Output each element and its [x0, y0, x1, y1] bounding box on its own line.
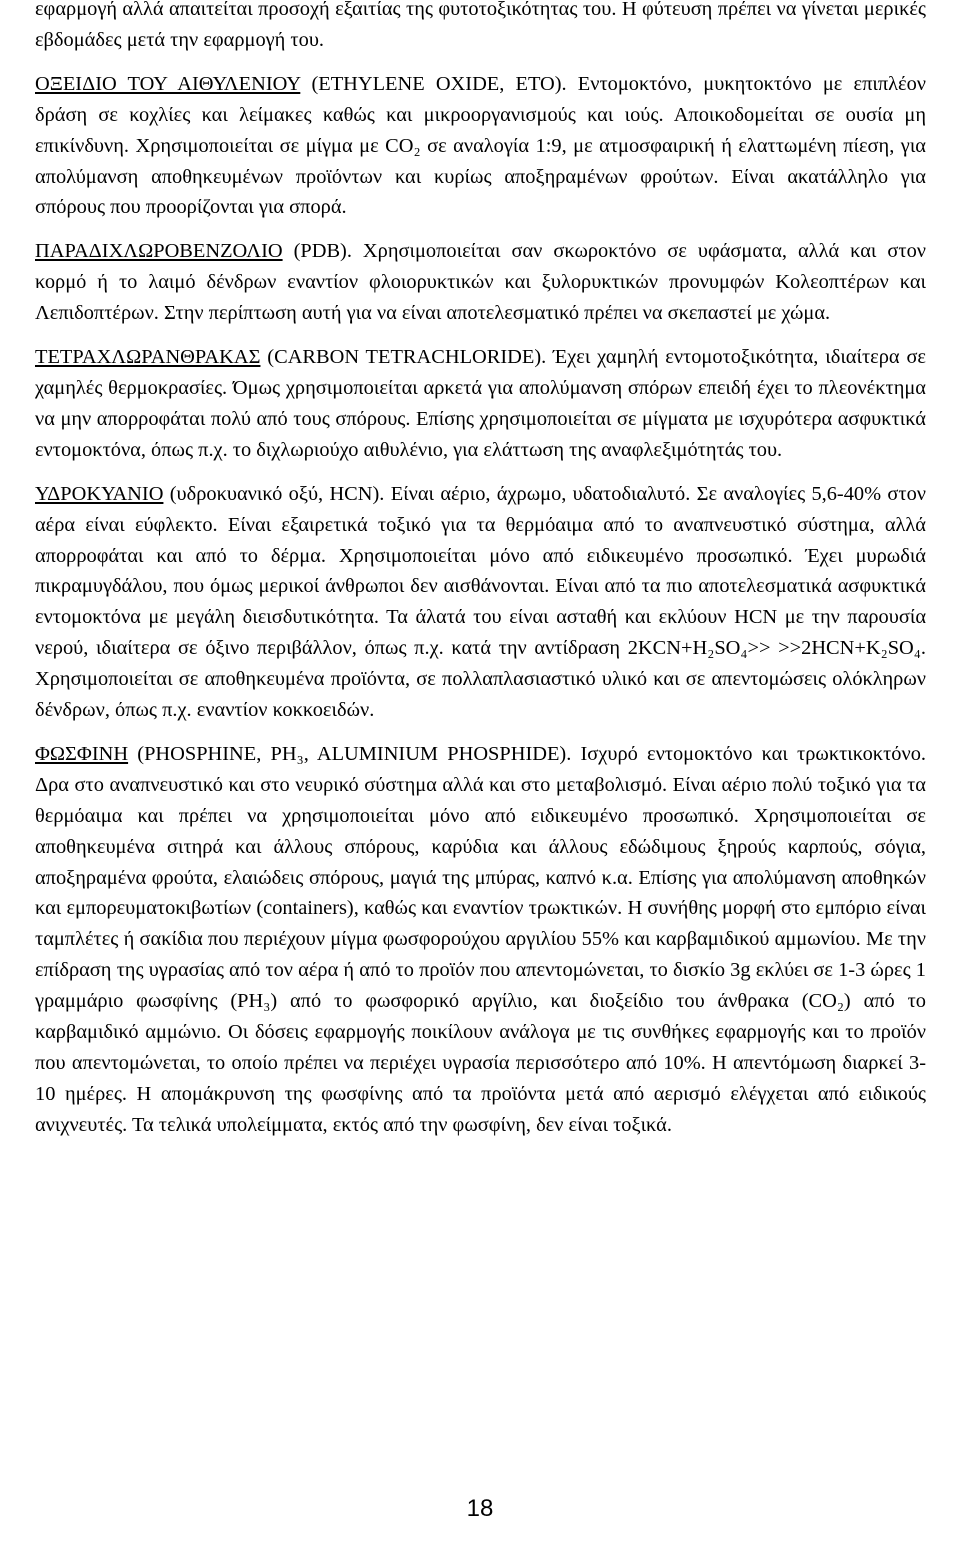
paragraph-ethylene-oxide: [35, 69, 926, 224]
section-heading-hydrogen-cyanide: ΥΔΡΟΚΥΑΝΙΟ: [35, 482, 164, 505]
paragraph-carbon-tetrachloride: [35, 342, 926, 466]
paragraph-intro-continued: [35, 0, 926, 56]
paragraph-phosphine: [35, 739, 926, 1141]
paragraph-text: (ETHYLENE OXIDE, ETO). Εντομοκτόνο, μυκητοκτόνο με επιπλέον δράση σε κοχλίες και λείμακες καθώς και μικροοργανισμούς και ιούς. Αποικοδομείται σε ουσία μη επικίνδυνη. Χρησιμοποιείται σε μίγμα με CO₂ σε αναλογία 1:9, με ατμοσφαιρική ή ελαττωμένη πίεση, για απολύμανση αποθηκευμένων προϊόντων και κυρίως αποξηραμένων φρούτων. Είναι ακατάλληλο για σπόρους που προορίζονται για σπορά.: [35, 72, 927, 219]
paragraph-text: εφαρμογή αλλά απαιτείται προσοχή εξαιτίας της φυτοτοξικότητας του. Η φύτευση πρέπει να γίνεται μερικές εβδομάδες μετά την εφαρμογή του.: [35, 0, 926, 51]
document-page: [35, 0, 926, 1154]
section-heading-phosphine: ΦΩΣΦΙΝΗ: [35, 742, 129, 765]
paragraph-hydrogen-cyanide: [35, 479, 926, 726]
paragraph-text: (υδροκυανικό οξύ, HCN). Είναι αέριο, άχρωμο, υδατοδιαλυτό. Σε αναλογίες 5,6-40% στον αέρα είναι εύφλεκτο. Είναι εξαιρετικά τοξικό για τα θερμόαιμα από το αναπνευστικό σύστημα, αλλά απορροφάται και από το δέρμα. Χρησιμοποιείται μόνο από ειδικευμένο προσωπικό. Έχει μυρωδιά πικραμυγδάλου, που όμως μερικοί άνθρωποι δεν αισθάνονται. Είναι από τα πιο αποτελεσματικά ασφυκτικά εντομοκτόνα με μεγάλη διεισδυτικότητα. Τα άλατά του είναι ασταθή και εκλύουν HCN με την παρουσία νερού, ιδιαίτερα σε όξινο περιβάλλον, όπως π.χ. κατά την αντίδραση 2KCN+H₂SO₄>> >>2HCN+K₂SO₄. Χρησιμοποιείται σε αποθηκευμένα προϊόντα, σε πολλαπλασιαστικό υλικό και σε απεντομώσεις ολόκληρων δένδρων, όπως π.χ. εναντίον κοκκοειδών.: [35, 482, 926, 722]
paragraph-text: (PDB). Χρησιμοποιείται σαν σκωροκτόνο σε υφάσματα, αλλά και στον κορμό ή το λαιμό δένδρων εναντίον φλοιορυκτικών και ξυλορυκτικών προνυμφών Κολεοπτέρων και Λεπιδοπτέρων. Στην περίπτωση αυτή για να είναι αποτελεσματικό πρέπει να σκεπαστεί με χώμα.: [35, 240, 926, 325]
paragraph-paradichlorobenzene: [35, 236, 926, 329]
paragraph-text: (PHOSPHINE, PH₃, ALUMINIUM PHOSPHIDE). Ισχυρό εντομοκτόνο και τρωκτικοκτόνο. Δρα στο αναπνευστικό και στο νευρικό σύστημα αλλά και στο μεταβολισμό. Είναι αέριο πολύ τοξικό για τα θερμόαιμα και πρέπει να χρησιμοποιείται μόνο από ειδικευμένο προσωπικό. Χρησιμοποιείται σε αποθηκευμένα σιτηρά και άλλους σπόρους, καρύδια και άλλους εδώδιμους ξηρούς καρπούς, σόγια, αποξηραμένα φρούτα, ελαιώδεις σπόρους, μαγιά της μπύρας, καπνό κ.α. Επίσης για απολύμανση αποθηκών και εμπορευματοκιβωτίων (containers), καθώς και εναντίον τρωκτικών. Η συνήθης μορφή στο εμπόριο είναι ταμπλέτες ή σακίδια που περιέχουν μίγμα φωσφορούχου αργιλίου 55% και καρβαμιδικού αμμωνίου. Με την επίδραση της υγρασίας από τον αέρα ή από το προϊόν που απεντομώνεται, το δισκίο 3g εκλύει σε 1-3 ώρες 1 γραμμάριο φωσφίνης (PH₃) από το φωσφορικό αργίλιο, και διοξείδιο του άνθρακα (CO₂) από το καρβαμιδικό αμμώνιο. Οι δόσεις εφαρμογής ποικίλουν ανάλογα με τις συνθήκες εφαρμογής και το προϊόν που απεντομώνεται, το οποίο πρέπει να περιέχει υγρασία περισσότερο από 10%. Η απεντόμωση διαρκεί 3-10 ημέρες. Η απομάκρυνση της φωσφίνης από τα προϊόντα μετά από αερισμό ελέγχεται από ειδικούς ανιχνευτές. Τα τελικά υπολείμματα, εκτός από την φωσφίνη, δεν είναι τοξικά.: [35, 742, 926, 1136]
section-heading-ethylene-oxide: ΟΞΕΙΔΙΟ ΤΟΥ ΑΙΘΥΛΕΝΙΟΥ: [35, 72, 301, 95]
section-heading-carbon-tetrachloride: ΤΕΤΡΑΧΛΩΡΑΝΘΡΑΚΑΣ: [35, 346, 261, 369]
section-heading-paradichlorobenzene: ΠΑΡΑΔΙΧΛΩΡΟΒΕΝΖΟΛΙΟ: [35, 240, 283, 263]
page-number: 18: [466, 1495, 494, 1522]
paragraph-text: (CARBON TETRACHLORIDE). Έχει χαμηλή εντομοτοξικότητα, ιδιαίτερα σε χαμηλές θερμοκρασίες. Όμως χρησιμοποιείται αρκετά για απολύμανση σπόρων επειδή έχει το πλεονέκτημα να μην απορροφάται πολύ από τους σπόρους. Επίσης χρησιμοποιείται σε μίγματα με ισχυρότερα ασφυκτικά εντομοκτόνα, όπως π.χ. το διχλωριούχο αιθυλένιο, για ελάττωση της αναφλεξιμότητάς του.: [35, 346, 926, 461]
